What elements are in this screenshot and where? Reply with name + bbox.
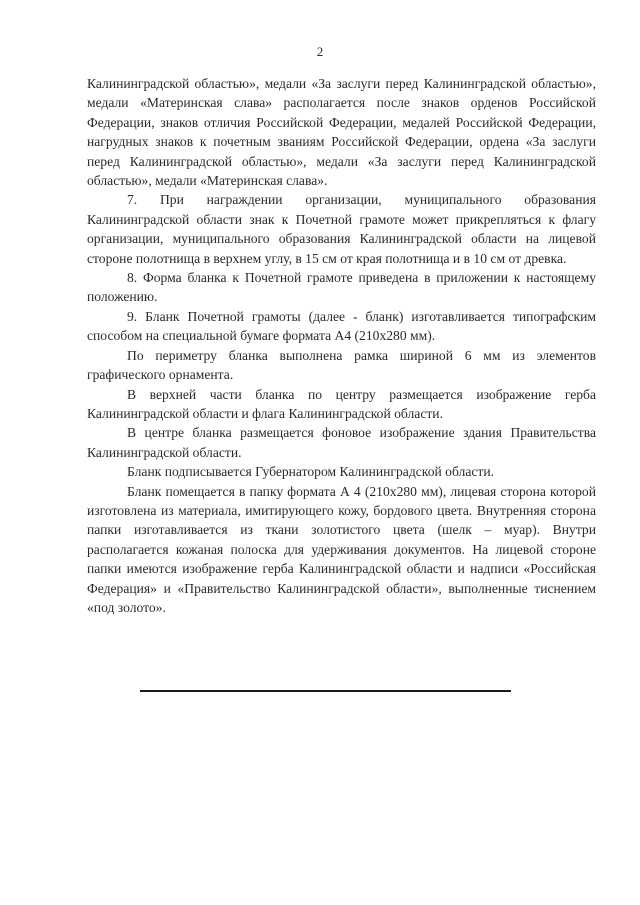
paragraph-continuation: Калининградской областью», медали «За заслуги перед Калининградской областью», медали «Материнская слава» располагается после знаков орденов Российской Федерации, знаков отличия Российской Федерации, медалей Российской Федерации, нагрудных знаков к почетным званиям Российской Федерации, ордена «За заслуги перед Калининградской областью», медали «За заслуги перед Калининградской областью», медали «Материнская слава».: [87, 76, 596, 189]
paragraph-frame: По периметру бланка выполнена рамка шириной 6 мм из элементов графического орнамента.: [87, 347, 596, 383]
paragraph-top-emblem: В верхней части бланка по центру размещается изображение герба Калининградской области и флага Калининградской области.: [87, 386, 596, 421]
document-body: [87, 74, 596, 617]
paragraph-item-9: 9. Бланк Почетной грамоты (далее - бланк) изготавливается типографским способом на специальной бумаге формата А4 (210x280 мм).: [87, 308, 596, 344]
paragraph-item-7: 7. При награждении организации, муниципального образования Калининградской области знак к Почетной грамоте может прикрепляться к флагу организации, муниципального образования Калининградской области на лицевой стороне полотнища в верхнем углу, в 15 см от края полотнища и в 10 см от древка.: [87, 192, 596, 266]
page-number: 2: [316, 44, 324, 59]
paragraph-folder: Бланк помещается в папку формата А 4 (210x280 мм), лицевая сторона которой изготовлена из материала, имитирующего кожу, бордового цвета. Внутренняя сторона папки изготавливается из ткани золотистого цвета (шелк – муар). Внутри располагается кожаная полоска для удерживания документов. На лицевой стороне папки имеются изображение герба Калининградской области и надписи «Российская Федерация» и «Правительство Калининградской области», выполненные тиснением «под золото».: [87, 483, 596, 615]
paragraph-center-image: В центре бланка размещается фоновое изображение здания Правительства Калининградской области.: [87, 425, 596, 460]
paragraph-signature: Бланк подписывается Губернатором Калининградской области.: [127, 464, 495, 480]
end-of-text-rule: [140, 690, 511, 692]
paragraph-item-8: 8. Форма бланка к Почетной грамоте приведена в приложении к настоящему положению.: [87, 270, 596, 305]
